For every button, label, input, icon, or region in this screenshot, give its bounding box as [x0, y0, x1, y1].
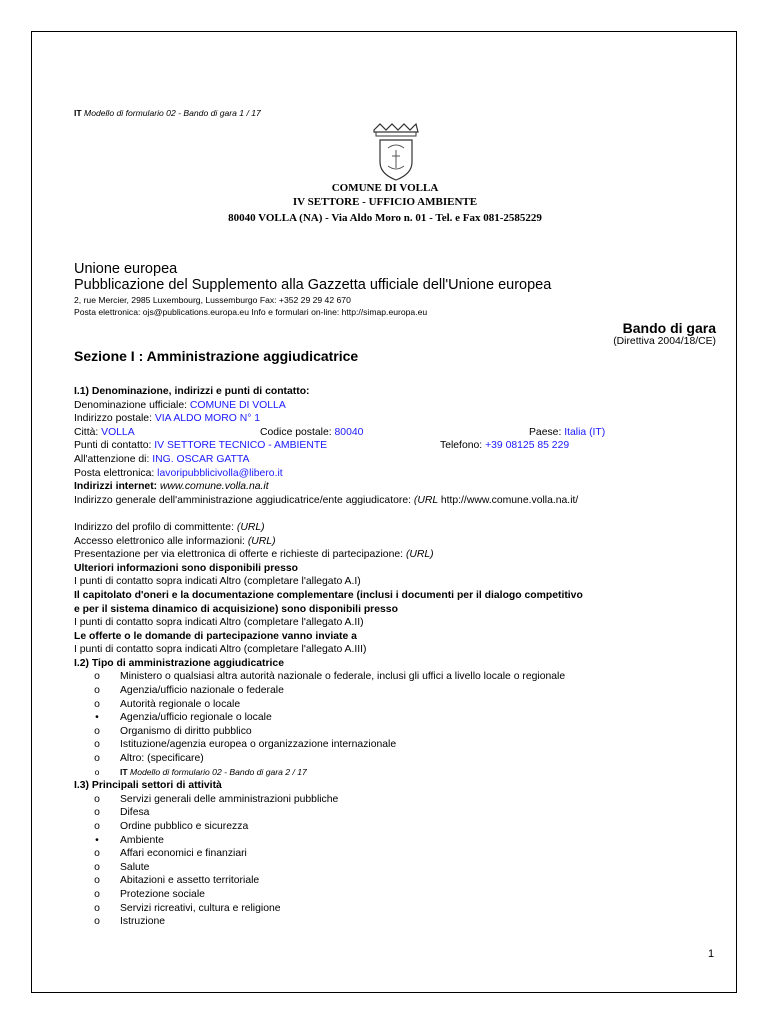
list-item[interactable]: o Ministero o qualsiasi altra autorità nazionale o federale, inclusi gli uffici a livello locale o regionale — [94, 671, 566, 683]
contact-point-row: Punti di contatto: IV SETTORE TECNICO - AMBIENTE Telefono: +39 08125 85 229 — [74, 440, 570, 452]
list-item[interactable]: o Autorità regionale o locale — [94, 698, 241, 710]
form-header: IT Modello di formulario 02 - Bando di gara 1 / 17 — [74, 108, 261, 118]
municipality-address: 80040 VOLLA (NA) - Via Aldo Moro n. 01 - Tel. e Fax 081-2585229 — [228, 212, 542, 224]
attention-row: All'attenzione di: ING. OSCAR GATTA — [74, 453, 250, 465]
contact-point: IV SETTORE TECNICO - AMBIENTE — [154, 440, 328, 452]
phone: +39 08125 85 229 — [485, 440, 570, 452]
list-item[interactable]: o Istituzione/agenzia europea o organizzazione internazionale — [94, 739, 397, 751]
list-item[interactable]: o Abitazioni e assetto territoriale — [94, 875, 260, 887]
specs: I punti di contatto sopra indicati Altro (completare l'allegato A.II) — [74, 617, 364, 629]
list-item[interactable]: • Ambiente — [95, 834, 164, 846]
official-name: COMUNE DI VOLLA — [189, 399, 286, 411]
city-row: Città: VOLLA Codice postale: 80040 Paese: Italia (IT) — [74, 426, 606, 438]
postal-address: VIA ALDO MORO N° 1 — [154, 413, 261, 425]
country: Italia (IT) — [564, 426, 606, 438]
list-item[interactable]: • Agenzia/ufficio regionale o locale — [95, 712, 272, 724]
municipality-name: COMUNE DI VOLLA — [331, 182, 439, 194]
section-body — [74, 385, 724, 929]
list-item[interactable]: o Affari economici e finanziari — [94, 848, 247, 860]
list-item: o IT Modello di formulario 02 - Bando di gara 2 / 17 — [94, 766, 307, 777]
list-item[interactable]: o Organismo di diritto pubblico — [94, 725, 252, 737]
specs-heading-2: e per il sistema dinamico di acquisizione) sono disponibili presso — [74, 603, 398, 615]
list-item[interactable]: o Servizi generali delle amministrazioni pubbliche — [94, 793, 339, 805]
list-item[interactable]: o Altro: (specificare) — [94, 753, 204, 765]
electronic-submission-row: Presentazione per via elettronica di offerte e richieste di partecipazione: (URL) — [74, 549, 434, 561]
eu-address: 2, rue Mercier, 2985 Luxembourg, Lussemburgo Fax: +352 29 29 42 670 — [74, 295, 351, 305]
email-link[interactable]: lavoripubblicivolla@libero.it — [157, 467, 283, 479]
city: VOLLA — [101, 426, 135, 438]
specs-heading-1: Il capitolato d'oneri e la documentazione complementare (inclusi i documenti per il dialogo competitivo — [74, 589, 583, 601]
general-address-row: Indirizzo generale dell'amministrazione aggiudicatrice/ente aggiudicatore: (URL http://www.comune.volla.na.it/ — [74, 494, 579, 506]
authority-type-list — [74, 670, 724, 779]
eu-title: Unione europea — [74, 261, 178, 277]
list-item[interactable]: o Difesa — [94, 807, 150, 819]
general-address-link[interactable]: http://www.comune.volla.na.it/ — [440, 494, 579, 506]
eu-contacts: Posta elettronica: ojs@publications.europa.eu Info e formulari on-line: http://simap.europa.eu — [74, 307, 428, 317]
electronic-access-row: Accesso elettronico alle informazioni: (URL) — [74, 535, 276, 547]
list-item[interactable]: o Salute — [94, 861, 150, 873]
page-number: 1 — [708, 948, 715, 960]
postcode: 80040 — [334, 426, 364, 438]
coat-of-arms-emblem — [370, 122, 422, 182]
municipality-office: IV SETTORE - UFFICIO AMBIENTE — [292, 196, 478, 208]
list-item[interactable]: o Istruzione — [94, 916, 166, 928]
eu-subtitle: Pubblicazione del Supplemento alla Gazzetta ufficiale dell'Unione europea — [74, 277, 552, 293]
s1-2-heading: I.2) Tipo di amministrazione aggiudicatrice — [74, 657, 284, 669]
s1-1-heading: I.1) Denominazione, indirizzi e punti di contatto: — [74, 386, 310, 397]
list-item[interactable]: o Ordine pubblico e sicurezza — [94, 821, 249, 832]
list-item[interactable]: o Agenzia/ufficio nazionale o federale — [94, 685, 284, 697]
attention: ING. OSCAR GATTA — [152, 453, 250, 465]
further-info: I punti di contatto sopra indicati Altro (completare l'allegato A.I) — [74, 576, 361, 588]
directive-ref: (Direttiva 2004/18/CE) — [613, 336, 716, 347]
list-item[interactable]: o Protezione sociale — [94, 888, 205, 900]
official-name-row: Denominazione ufficiale: COMUNE DI VOLLA — [74, 399, 286, 411]
list-item[interactable]: o Servizi ricreativi, cultura e religione — [94, 902, 281, 914]
tenders-heading: Le offerte o le domande di partecipazione vanno inviate a — [74, 630, 357, 642]
internet-row: Indirizzi internet: www.comune.volla.na.it — [74, 481, 269, 493]
further-info-heading: Ulteriori informazioni sono disponibili presso — [74, 562, 298, 574]
buyer-profile-row: Indirizzo del profilo di committente: (URL) — [74, 521, 265, 533]
section-title: Sezione I : Amministrazione aggiudicatrice — [74, 348, 359, 364]
postal-address-row: Indirizzo postale: VIA ALDO MORO N° 1 — [74, 413, 261, 425]
s1-3-heading: I.3) Principali settori di attività — [74, 780, 222, 792]
activity-sector-list — [74, 793, 724, 929]
notice-title: Bando di gara — [622, 320, 716, 336]
internet-link[interactable]: www.comune.volla.na.it — [160, 481, 269, 493]
tenders: I punti di contatto sopra indicati Altro (completare l'allegato A.III) — [74, 644, 367, 656]
email-row: Posta elettronica: lavoripubblicivolla@libero.it — [74, 467, 283, 479]
